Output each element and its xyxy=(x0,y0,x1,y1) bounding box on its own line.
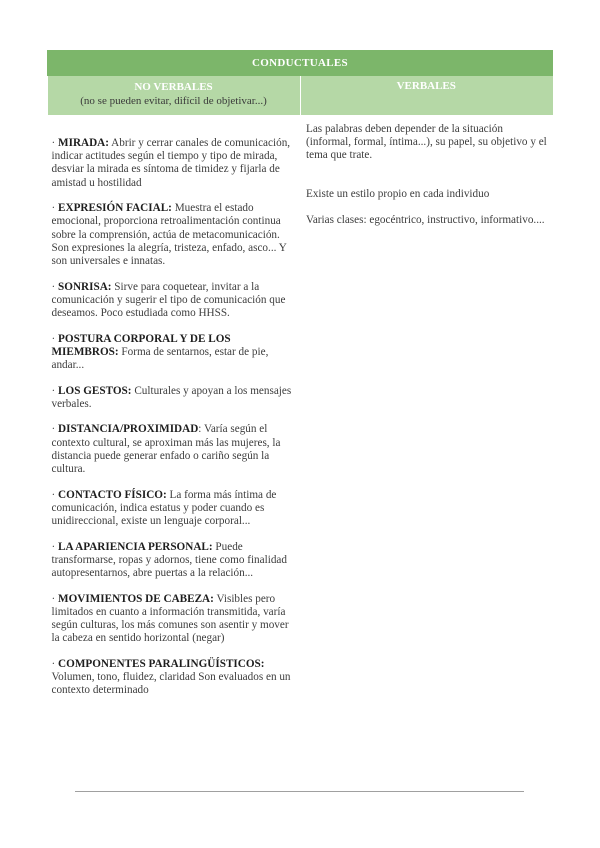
item-text: Culturales y apoyan a los mensajes verbales. xyxy=(51,384,292,410)
list-item xyxy=(52,281,295,321)
list-item xyxy=(52,137,295,190)
no-verbales-cell xyxy=(48,115,301,710)
item-text: Muestra el estado emocional, proporciona retroalimentación continua sobre la comprensión, actúa de metacomunicación. Son expresiones la alegría, tristeza, enfado, asco... Y son universales e innatas. xyxy=(51,202,287,268)
verbales-paragraph: Varias clases: egocéntrico, instructivo, informativo.... xyxy=(306,213,545,226)
verbales-cell xyxy=(300,115,553,710)
item-text: Visibles pero limitados en cuanto a información transmitida, varía según culturas, los más comunes son asentir y mover la cabeza en sentido horizontal (negar) xyxy=(51,592,289,645)
item-label: MOVIMIENTOS DE CABEZA: xyxy=(58,592,214,605)
verbales-paragraph: Existe un estilo propio en cada individuo xyxy=(306,187,490,200)
list-item xyxy=(52,658,295,698)
item-label: MIRADA: xyxy=(58,137,109,149)
bullet: · xyxy=(51,423,59,436)
bullet: · xyxy=(51,202,59,215)
column-heading: NO VERBALES xyxy=(134,81,213,93)
bullet: · xyxy=(51,488,59,501)
column-header-no-verbales xyxy=(48,76,301,116)
bullet: · xyxy=(51,592,59,605)
item-label: DISTANCIA/PROXIMIDAD xyxy=(58,423,199,436)
bullet: · xyxy=(51,332,59,345)
item-label: SONRISA: xyxy=(58,280,112,293)
footer-divider xyxy=(75,791,524,792)
list-item xyxy=(52,489,295,529)
item-text: Forma de sentarnos, estar de pie, andar... xyxy=(51,345,269,372)
item-label: LOS GESTOS: xyxy=(58,384,132,397)
document-page xyxy=(47,50,553,710)
list-item xyxy=(52,202,295,268)
list-item xyxy=(52,385,295,411)
list-item xyxy=(52,541,295,581)
item-label: POSTURA CORPORAL Y DE LOS MIEMBROS: xyxy=(51,332,231,358)
bullet: · xyxy=(51,280,59,293)
item-text: : Varía según el contexto cultural, se aproximan más las mujeres, la distancia puede generar enfado o cariño según la cultura. xyxy=(51,423,281,476)
item-label: EXPRESIÓN FACIAL: xyxy=(58,202,172,215)
bullet: · xyxy=(51,657,59,670)
column-subheading: (no se pueden evitar, difícil de objetivar...) xyxy=(80,95,267,107)
item-text: La forma más íntima de comunicación, indica estatus y poder cuando es unidireccional, existe un lenguaje corporal... xyxy=(51,488,277,528)
conductuales-table xyxy=(47,50,553,710)
list-item xyxy=(52,593,295,646)
column-heading: VERBALES xyxy=(396,80,456,92)
item-text: Volumen, tono, fluidez, claridad Son evaluados en un contexto determinado xyxy=(51,671,291,697)
column-header-verbales xyxy=(300,76,553,116)
bullet: · xyxy=(51,384,59,397)
list-item xyxy=(52,333,295,373)
list-item xyxy=(52,423,295,476)
item-label: COMPONENTES PARALINGÜÍSTICOS: xyxy=(58,657,265,670)
item-label: LA APARIENCIA PERSONAL: xyxy=(58,540,213,553)
item-text: Sirve para coquetear, invitar a la comunicación y sugerir el tipo de comunicación que deseamos. Poco estudiada como HHSS. xyxy=(51,280,286,320)
bullet: · xyxy=(51,137,59,149)
bullet: · xyxy=(51,540,59,553)
table-title: CONDUCTUALES xyxy=(48,51,553,76)
item-label: CONTACTO FÍSICO: xyxy=(58,488,167,501)
item-text: Puede transformarse, ropas y adornos, tiene como finalidad autopresentarnos, abre puertas a la relación... xyxy=(51,540,287,580)
verbales-paragraph: Las palabras deben depender de la situación (informal, formal, íntima...), su papel, su objetivo y el tema que trate. xyxy=(306,123,547,162)
item-text: Abrir y cerrar canales de comunicación, indicar actitudes según el tiempo y tipo de mirada, desviar la mirada es síntoma de timidez y fijarla de amistad u hostilidad xyxy=(51,137,291,189)
